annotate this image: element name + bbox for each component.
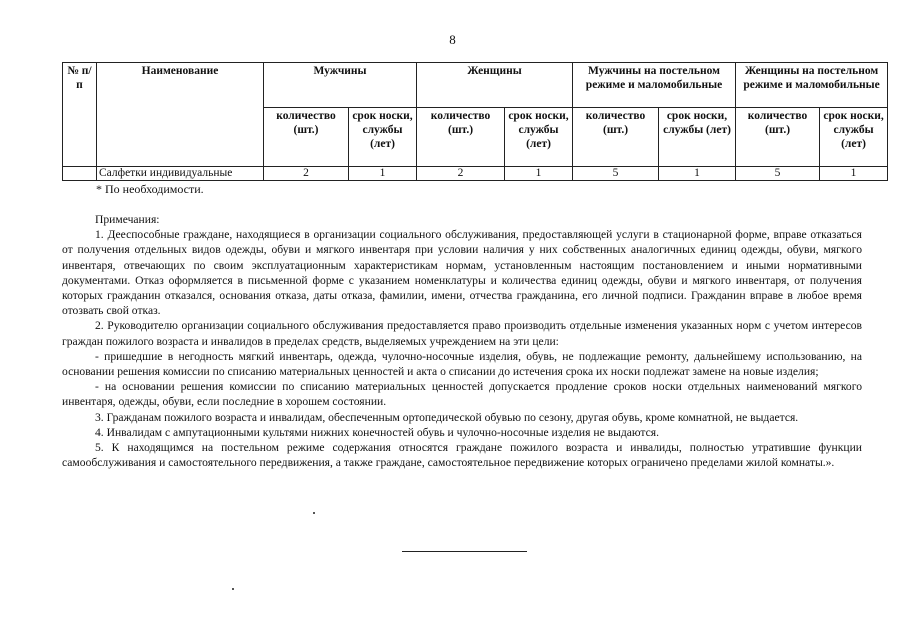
row-men-bed-qty: 5 xyxy=(573,167,659,181)
subheader-men-term: срок носки, службы (лет) xyxy=(349,108,417,167)
subheader-men-bed-qty: количество (шт.) xyxy=(573,108,659,167)
note-paragraph: 2. Руководителю организации социального обслуживания предоставляется право производить отдельные изменения указанных норм с учетом интересов граждан пожилого возраста и инвалидов в пределах средств, выделяемых учреждением на эти цели: xyxy=(62,319,862,348)
subheader-men-qty: количество (шт.) xyxy=(264,108,349,167)
separator-line xyxy=(402,551,527,552)
note-paragraph: 5. К находящимся на постельном режиме содержания относятся граждане пожилого возраста и инвалиды, полностью утратившие функции самообслуживания и самостоятельного передвижения, а также граждане, самостоятельное передвижение которых ограничено пределами жилой комнаты.». xyxy=(62,441,862,470)
row-men-bed-term: 1 xyxy=(659,167,736,181)
row-women-qty: 2 xyxy=(417,167,505,181)
scan-speck xyxy=(313,512,315,514)
note-paragraph: 1. Дееспособные граждане, находящиеся в организации социального обслуживания, предоставляющей услуги в стационарной форме, вправе отказаться от получения отдельных видов одежды, обуви и мягкого инвентаря при условии наличия у них собственных аналогичных единиц одежды, обуви, мягкого инвентаря, отвечающих по своим эксплуатационным характеристикам нормам, установленным настоящим постановлением и иными нормативными документами. Отказ оформляется в письменной форме с указанием номенклатуры и количества единиц одежды, обуви и мягкого инвентаря, от получения которых гражданин отказался, основания отказа, даты отказа, фамилии, имени, отчества гражданина, его личной подписи. Гражданин вправе в любое время отозвать свой отказ. xyxy=(62,228,862,318)
table-row xyxy=(63,167,888,181)
norms-table xyxy=(62,62,888,181)
subheader-women-qty: количество (шт.) xyxy=(417,108,505,167)
row-name: Салфетки индивидуальные xyxy=(97,167,264,181)
table-header-row xyxy=(63,63,888,108)
row-num xyxy=(63,167,97,181)
note-paragraph: - пришедшие в негодность мягкий инвентарь, одежда, чулочно-носочные изделия, обувь, не подлежащие ремонту, дальнейшему использованию, на основании решения комиссии по списанию материальных ценностей и акта о списании до истечения срока их носки подлежат замене на новые изделия; xyxy=(62,349,862,379)
subheader-men-bed-term: срок носки, службы (лет) xyxy=(659,108,736,167)
header-men: Мужчины xyxy=(264,63,417,108)
page-number: 8 xyxy=(449,32,456,47)
notes-section xyxy=(62,212,862,470)
header-women: Женщины xyxy=(417,63,573,108)
row-women-bed-qty: 5 xyxy=(736,167,820,181)
row-women-term: 1 xyxy=(505,167,573,181)
scan-speck xyxy=(232,588,234,590)
subheader-women-bed-qty: количество (шт.) xyxy=(736,108,820,167)
row-women-bed-term: 1 xyxy=(820,167,888,181)
row-men-qty: 2 xyxy=(264,167,349,181)
header-num: № п/п xyxy=(63,63,97,167)
note-paragraph: 3. Гражданам пожилого возраста и инвалидам, обеспеченным ортопедической обувью по сезону, другая обувь, кроме комнатной, не выдается. xyxy=(95,410,799,424)
header-men-bed: Мужчины на постельном режиме и маломобильные xyxy=(573,63,736,108)
subheader-women-bed-term: срок носки, службы (лет) xyxy=(820,108,888,167)
note-paragraph: - на основании решения комиссии по списанию материальных ценностей допускается продление сроков носки отдельных наименований мягкого инвентаря, одежды, обуви, если последние в хорошем состоянии. xyxy=(62,380,862,409)
header-women-bed: Женщины на постельном режиме и маломобильные xyxy=(736,63,888,108)
row-men-term: 1 xyxy=(349,167,417,181)
footnote: * По необходимости. xyxy=(96,182,204,196)
header-name: Наименование xyxy=(97,63,264,167)
subheader-women-term: срок носки, службы (лет) xyxy=(505,108,573,167)
note-paragraph: 4. Инвалидам с ампутационными культями нижних конечностей обувь и чулочно-носочные изделия не выдаются. xyxy=(95,425,660,439)
notes-heading: Примечания: xyxy=(95,213,160,226)
